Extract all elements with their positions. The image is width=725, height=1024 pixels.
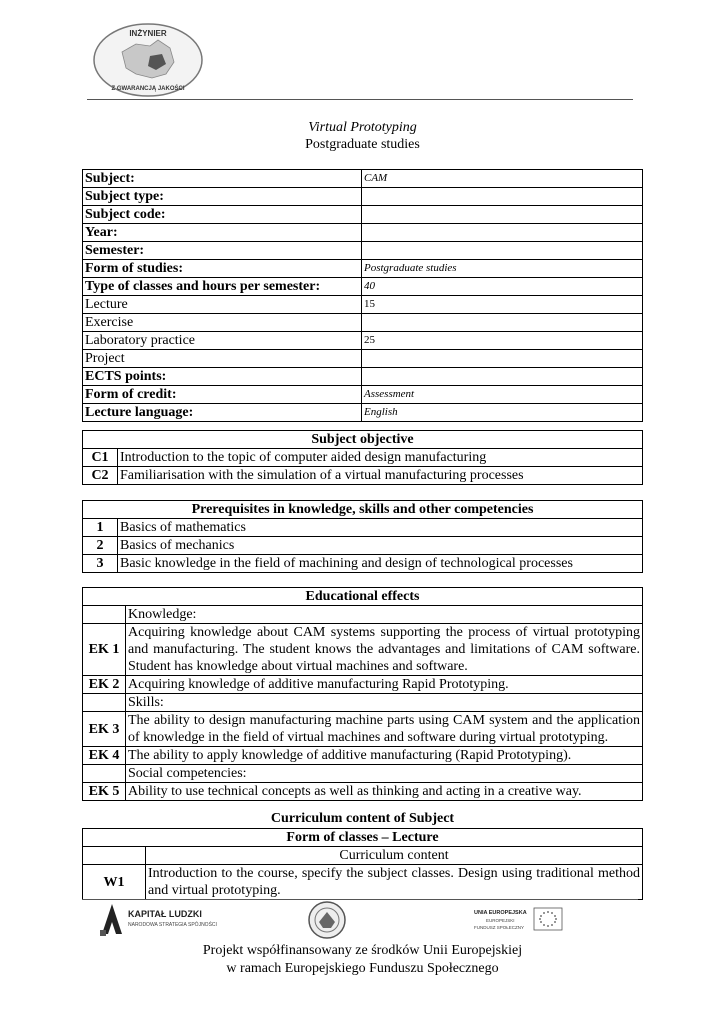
table-row [83,606,643,624]
effect-text: Acquiring knowledge about CAM systems supporting the process of virtual prototyping and manufacturing. The student knows the advantages and limitations of CAM software. Student has knowledge about virtual machines and software. [126,624,643,676]
table-row [83,368,643,386]
prerequisite-text: Basics of mathematics [118,519,643,537]
objective-code: C2 [83,467,118,485]
field-label: Type of classes and hours per semester: [83,278,362,296]
curriculum-title: Curriculum content of Subject [270,811,455,826]
effect-code: EK 2 [83,676,126,694]
table-row [83,555,643,573]
effect-code: EK 4 [83,747,126,765]
table-row [83,332,643,350]
prerequisites-header: Prerequisites in knowledge, skills and other competencies [83,501,643,519]
effect-text: The ability to design manufacturing machine parts using CAM system and the application of knowledge in the field of virtual machines and software during virtual prototyping. [126,712,643,747]
table-row [83,865,643,900]
field-label: Project [83,350,362,368]
field-label: Lecture [83,296,362,314]
form-of-classes-header: Form of classes – Lecture [83,829,643,847]
objective-text: Familiarisation with the simulation of a virtual manufacturing processes [118,467,643,485]
field-value [362,314,643,332]
table-row [83,404,643,422]
educational-effects-table [82,587,643,801]
effect-code: EK 1 [83,624,126,676]
prerequisite-code: 3 [83,555,118,573]
effect-text: Knowledge: [126,606,643,624]
field-value: 25 [362,332,643,350]
table-row [83,314,643,332]
field-value: CAM [362,170,643,188]
svg-text:NARODOWA STRATEGIA SPÓJNOŚCI: NARODOWA STRATEGIA SPÓJNOŚCI [128,922,217,928]
table-row [83,278,643,296]
effect-code [83,606,126,624]
table-row [83,747,643,765]
table-row [83,188,643,206]
field-label: Subject code: [83,206,362,224]
table-row [83,206,643,224]
field-value: Assessment [362,386,643,404]
table-row [83,537,643,555]
effect-code: EK 5 [83,783,126,801]
table-row [83,765,643,783]
field-value: 40 [362,278,643,296]
effect-code: EK 3 [83,712,126,747]
effect-code [83,694,126,712]
field-label: Laboratory practice [83,332,362,350]
european-union-logo [472,904,564,936]
effect-text: Acquiring knowledge of additive manufacturing Rapid Prototyping. [126,676,643,694]
footer-line-2: w ramach Europejskiego Funduszu Społecznego [226,961,499,976]
table-row [83,242,643,260]
prerequisite-text: Basic knowledge in the field of machining and design of technological processes [118,555,643,573]
field-value [362,188,643,206]
field-label: Form of studies: [83,260,362,278]
curriculum-text: Introduction to the course, specify the subject classes. Design using traditional method and virtual prototyping. [146,865,643,900]
table-row [83,676,643,694]
subject-info-table [82,169,643,422]
table-row [83,386,643,404]
header-rule [87,99,633,100]
effects-header: Educational effects [83,588,643,606]
objective-header: Subject objective [83,431,643,449]
curriculum-content-header: Curriculum content [146,847,643,865]
svg-text:KAPITAŁ LUDZKI: KAPITAŁ LUDZKI [128,909,202,919]
effect-text: Ability to use technical concepts as well as thinking and acting in a creative way. [126,783,643,801]
prerequisite-code: 1 [83,519,118,537]
footer-line-1: Projekt współfinansowany ze środków Unii Europejskiej [202,943,523,958]
field-value [362,224,643,242]
inzynier-logo [92,22,204,98]
table-row [83,467,643,485]
field-label: ECTS points: [83,368,362,386]
field-label: Exercise [83,314,362,332]
effect-text: Skills: [126,694,643,712]
university-seal-icon [305,900,349,940]
objective-code: C1 [83,449,118,467]
svg-text:Z GWARANCJĄ JAKOŚCI: Z GWARANCJĄ JAKOŚCI [111,86,185,92]
effect-text: The ability to apply knowledge of additive manufacturing (Rapid Prototyping). [126,747,643,765]
table-row [83,519,643,537]
svg-text:INŻYNIER: INŻYNIER [129,29,167,38]
field-value [362,206,643,224]
svg-text:UNIA EUROPEJSKA: UNIA EUROPEJSKA [474,910,527,916]
table-row [83,694,643,712]
field-value: 15 [362,296,643,314]
field-value: Postgraduate studies [362,260,643,278]
table-row [83,783,643,801]
field-value [362,368,643,386]
table-row [83,224,643,242]
svg-text:EUROPEJSKI: EUROPEJSKI [486,918,515,923]
table-row [83,260,643,278]
table-row [83,296,643,314]
field-label: Form of credit: [83,386,362,404]
prerequisites-table [82,500,643,573]
field-label: Lecture language: [83,404,362,422]
field-value [362,242,643,260]
field-value: English [362,404,643,422]
table-row [83,449,643,467]
field-label: Subject: [83,170,362,188]
svg-text:FUNDUSZ SPOŁECZNY: FUNDUSZ SPOŁECZNY [474,925,525,930]
curriculum-code: W1 [83,865,146,900]
effect-code [83,765,126,783]
curriculum-table [82,828,643,900]
field-label: Subject type: [83,188,362,206]
field-value [362,350,643,368]
table-row [83,712,643,747]
field-label: Semester: [83,242,362,260]
kapital-ludzki-logo [98,900,228,940]
prerequisite-text: Basics of mechanics [118,537,643,555]
objective-text: Introduction to the topic of computer aided design manufacturing [118,449,643,467]
prerequisite-code: 2 [83,537,118,555]
subject-objective-table [82,430,643,485]
document-title: Virtual Prototyping [308,120,417,135]
document-subtitle: Postgraduate studies [305,137,420,152]
effect-text: Social competencies: [126,765,643,783]
table-row [83,350,643,368]
table-row [83,170,643,188]
table-row [83,624,643,676]
field-label: Year: [83,224,362,242]
